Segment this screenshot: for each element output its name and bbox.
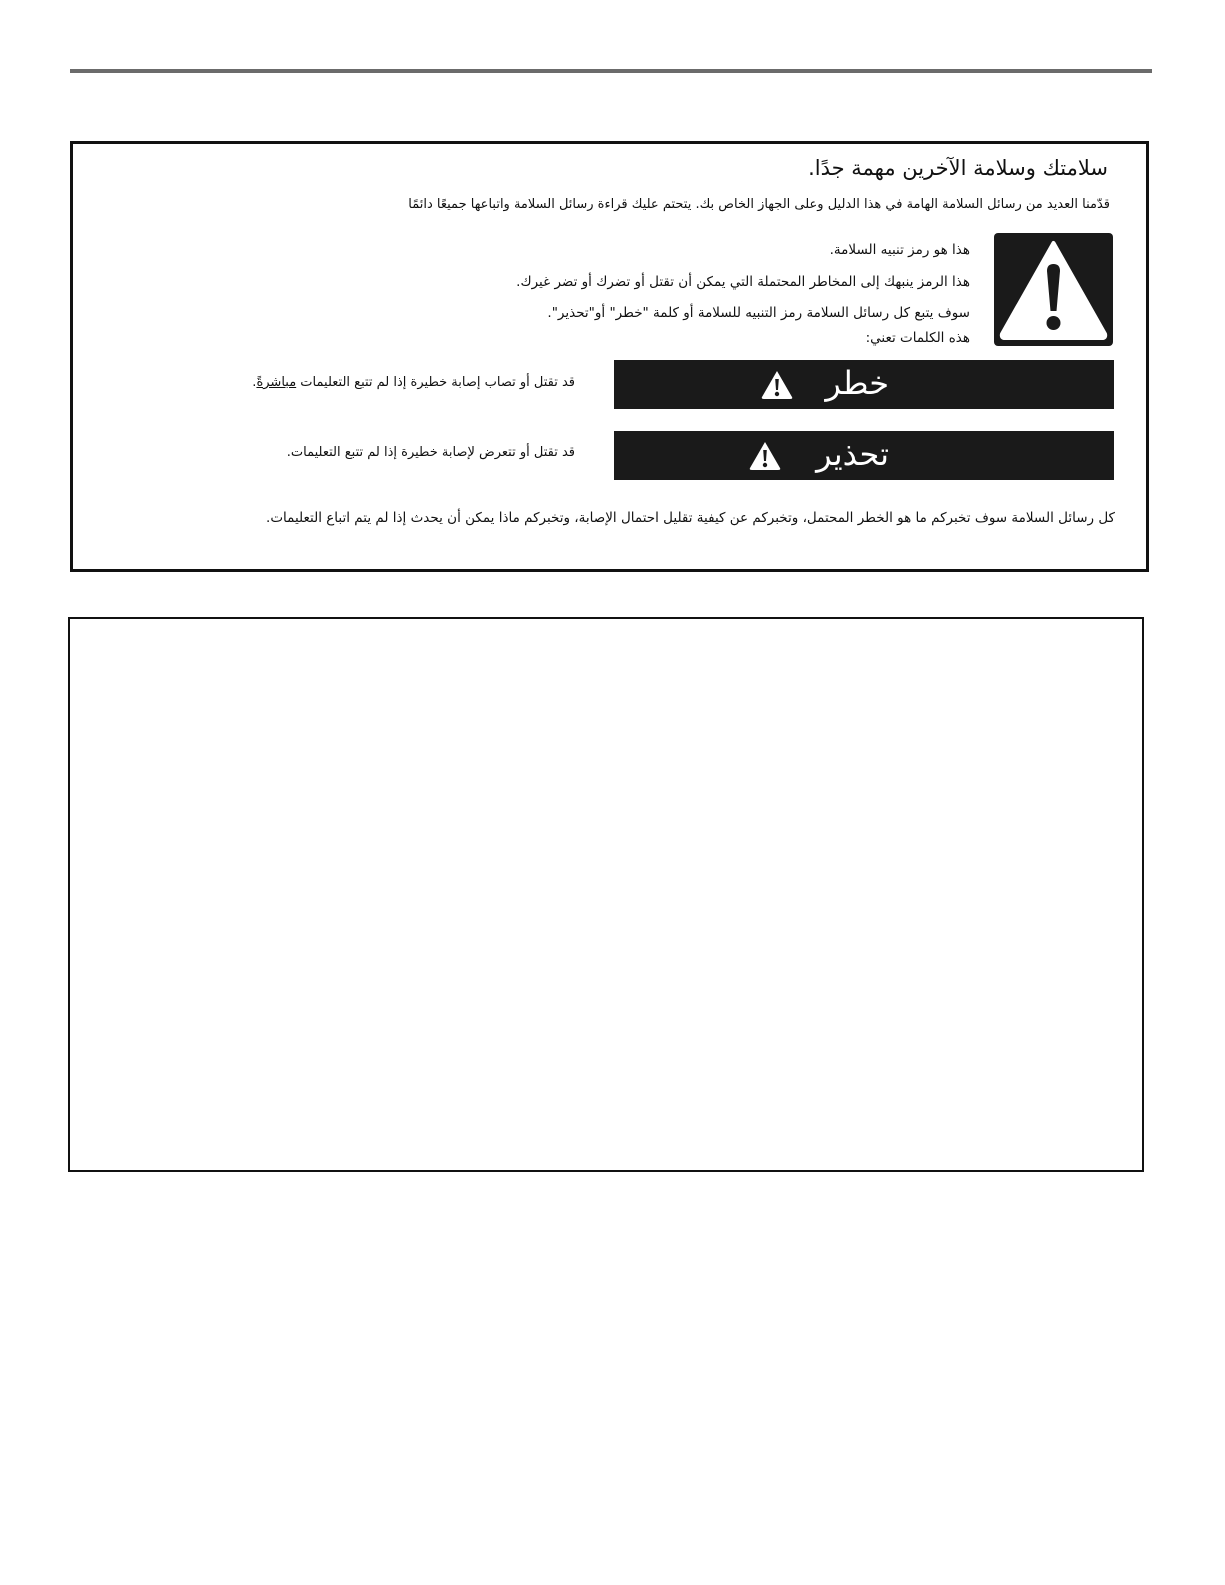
exclamation-triangle-icon <box>748 440 782 471</box>
danger-description-emphasis: مباشرةً <box>256 375 297 390</box>
warning-description: قد تقتل أو تتعرض لإصابة خطيرة إذا لم تتبع التعليمات. <box>286 445 575 460</box>
symbol-line-1: هذا هو رمز تنبيه السلامة. <box>829 242 970 258</box>
safety-intro: قدّمنا العديد من رسائل السلامة الهامة في هذا الدليل وعلى الجهاز الخاص بك. يتحتم عليك قراءة رسائل السلامة واتباعها جميعًا دائمًا <box>408 197 1110 212</box>
danger-description-text: قد تقتل أو تصاب إصابة خطيرة إذا لم تتبع التعليمات <box>296 375 575 390</box>
exclamation-triangle-icon <box>994 233 1113 346</box>
danger-signal-word: خطر <box>825 364 889 402</box>
symbol-line-4: هذه الكلمات تعني: <box>865 330 970 346</box>
warning-banner <box>614 431 1114 480</box>
safety-title: سلامتك وسلامة الآخرين مهمة جدًا. <box>808 156 1108 180</box>
safety-alert-icon <box>994 233 1113 346</box>
symbol-line-2: هذا الرمز ينبهك إلى المخاطر المحتملة التي يمكن أن تقتل أو تضرك أو تضر غيرك. <box>516 274 970 290</box>
top-rule <box>70 69 1152 73</box>
danger-description <box>252 374 575 392</box>
danger-description-period: . <box>252 375 257 390</box>
danger-banner <box>614 360 1114 409</box>
symbol-line-3: سوف يتبع كل رسائل السلامة رمز التنبيه للسلامة أو كلمة "خطر" أو"تحذير". <box>547 305 970 321</box>
empty-content-box <box>68 617 1144 1172</box>
warning-signal-word: تحذير <box>816 435 889 473</box>
exclamation-triangle-icon <box>760 369 794 400</box>
safety-footer-text: كل رسائل السلامة سوف تخبركم ما هو الخطر المحتمل، وتخبركم عن كيفية تقليل احتمال الإصابة، وتخبركم ماذا يمكن أن يحدث إذا لم يتم اتباع التعليمات. <box>266 510 1115 526</box>
